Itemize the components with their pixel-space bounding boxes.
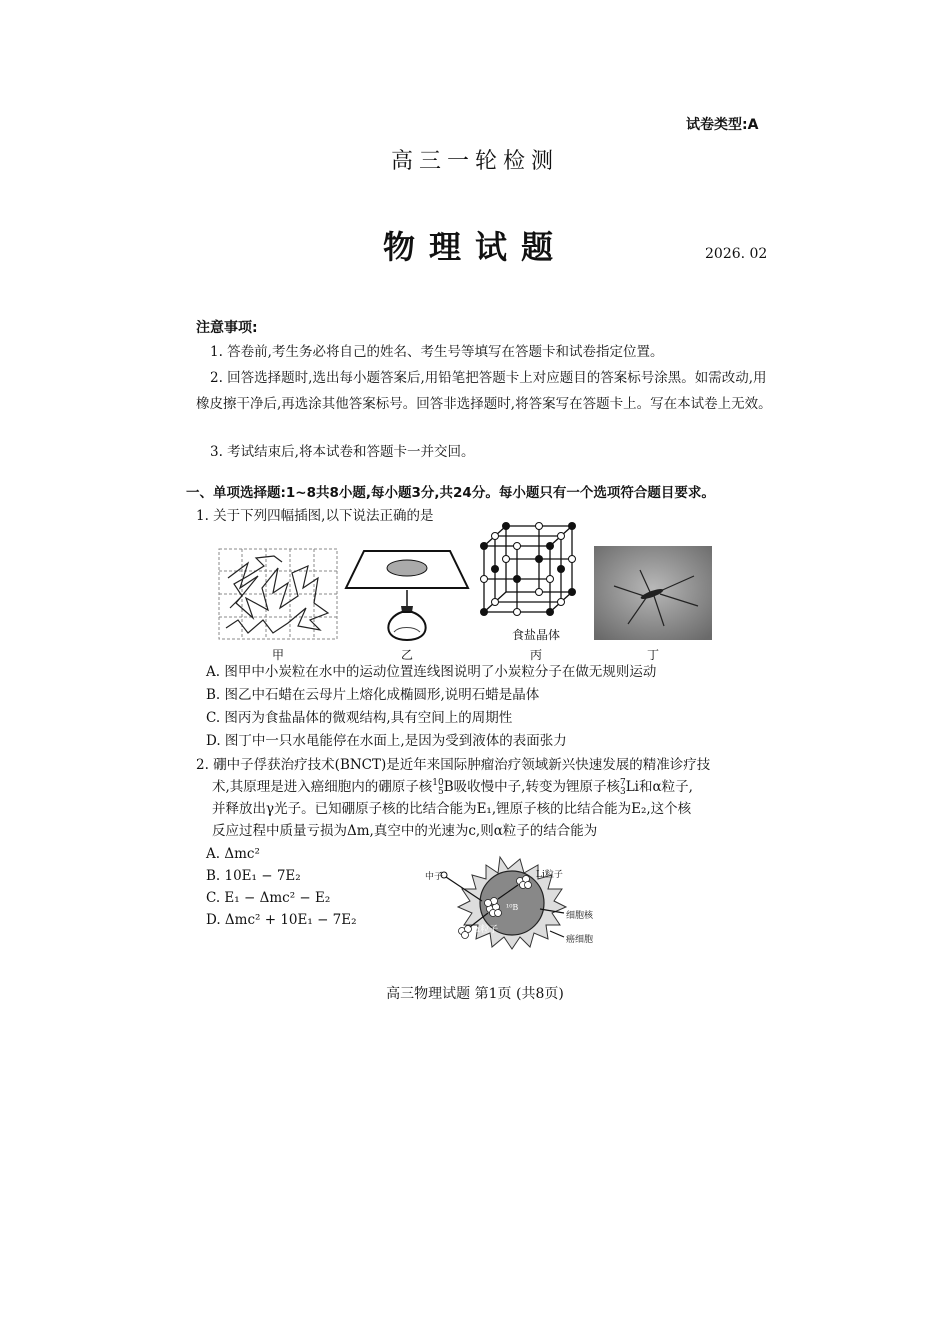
notice-item-1: 1. 答卷前,考生务必将自己的姓名、考生号等填写在答题卡和试卷指定位置。: [210, 344, 664, 360]
boron-mass-number: 10: [432, 777, 444, 788]
figure-mica-sheet: [344, 548, 470, 642]
q2-text-b: 吸收慢中子,转变为锂原子核: [453, 779, 620, 795]
label-li-particle: Li粒子: [536, 870, 563, 880]
q2-text-c: 和α粒子,: [639, 779, 693, 795]
notice-item-3: 3. 考试结束后,将本试卷和答题卡一并交回。: [210, 444, 475, 460]
q2-option-a: A. Δmc²: [206, 846, 260, 862]
exam-date: 2026. 02: [705, 246, 768, 262]
label-cancer-cell: 癌细胞: [566, 935, 594, 945]
label-alpha: α粒子: [474, 925, 499, 935]
question-1-stem: 1. 关于下列四幅插图,以下说法正确的是: [196, 508, 434, 524]
page-title: 物理试题: [382, 228, 567, 266]
question-2-line-4: 反应过程中质量亏损为Δm,真空中的光速为c,则α粒子的结合能为: [212, 823, 598, 839]
figure-salt-crystal: [478, 522, 576, 630]
q1-option-c: C. 图丙为食盐晶体的微观结构,具有空间上的周期性: [206, 710, 513, 726]
q1-option-b: B. 图乙中石蜡在云母片上熔化成椭圆形,说明石蜡是晶体: [206, 687, 540, 703]
q1-option-d: D. 图丁中一只水黾能停在水面上,是因为受到液体的表面张力: [206, 733, 567, 749]
label-boron: ¹⁰B: [506, 903, 519, 912]
notice-heading: 注意事项:: [196, 320, 258, 336]
question-2-line-3: 并释放出γ光子。已知硼原子核的比结合能为E₁,锂原子核的比结合能为E₂,这个核: [212, 801, 692, 817]
label-neutron: 中子: [425, 872, 444, 882]
q2-option-d: D. Δmc² + 10E₁ − 7E₂: [206, 912, 357, 928]
label-nucleus: 细胞核: [566, 911, 594, 921]
lithium-symbol: Li: [625, 779, 639, 795]
crystal-caption: 食盐晶体: [511, 628, 560, 642]
paper-type-label: 试卷类型:A: [686, 117, 759, 133]
figure-label-yi: 乙: [400, 648, 413, 662]
figure-label-bing: 丙: [529, 648, 542, 662]
lithium-mass-number: 7: [619, 777, 626, 788]
q2-option-b: B. 10E₁ − 7E₂: [206, 868, 301, 884]
boron-charge-number: 5: [438, 786, 444, 797]
q2-text-a: 术,其原理是进入癌细胞内的硼原子核: [212, 779, 433, 795]
page-footer: 高三物理试题 第1页 (共8页): [386, 986, 564, 1002]
figure-water-strider: [594, 546, 712, 640]
boron-symbol: B: [443, 779, 454, 795]
figure-label-ding: 丁: [646, 648, 659, 662]
notice-item-2: 2. 回答选择题时,选出每小题答案后,用铅笔把答题卡上对应题目的答案标号涂黑。如需改动,用橡皮擦干净后,再选涂其他答案标号。回答非选择题时,将答案写在答题卡上。写在本试卷上无效。: [196, 370, 772, 412]
question-2-line-1: 2. 硼中子俘获治疗技术(BNCT)是近年来国际肿瘤治疗领域新兴快速发展的精准诊疗技: [196, 757, 711, 773]
section-title: 一、单项选择题:1~8共8小题,每小题3分,共24分。每小题只有一个选项符合题目要求。: [186, 485, 715, 501]
q1-option-a: A. 图甲中小炭粒在水中的运动位置连线图说明了小炭粒分子在做无规则运动: [206, 664, 657, 680]
lithium-charge-number: 3: [619, 786, 626, 797]
figure-brownian-motion: [218, 548, 338, 640]
figure-label-jia: 甲: [271, 648, 284, 662]
q2-option-c: C. E₁ − Δmc² − E₂: [206, 890, 331, 906]
question-2-line-2: [212, 776, 778, 798]
exam-name: 高三一轮检测: [390, 149, 559, 174]
